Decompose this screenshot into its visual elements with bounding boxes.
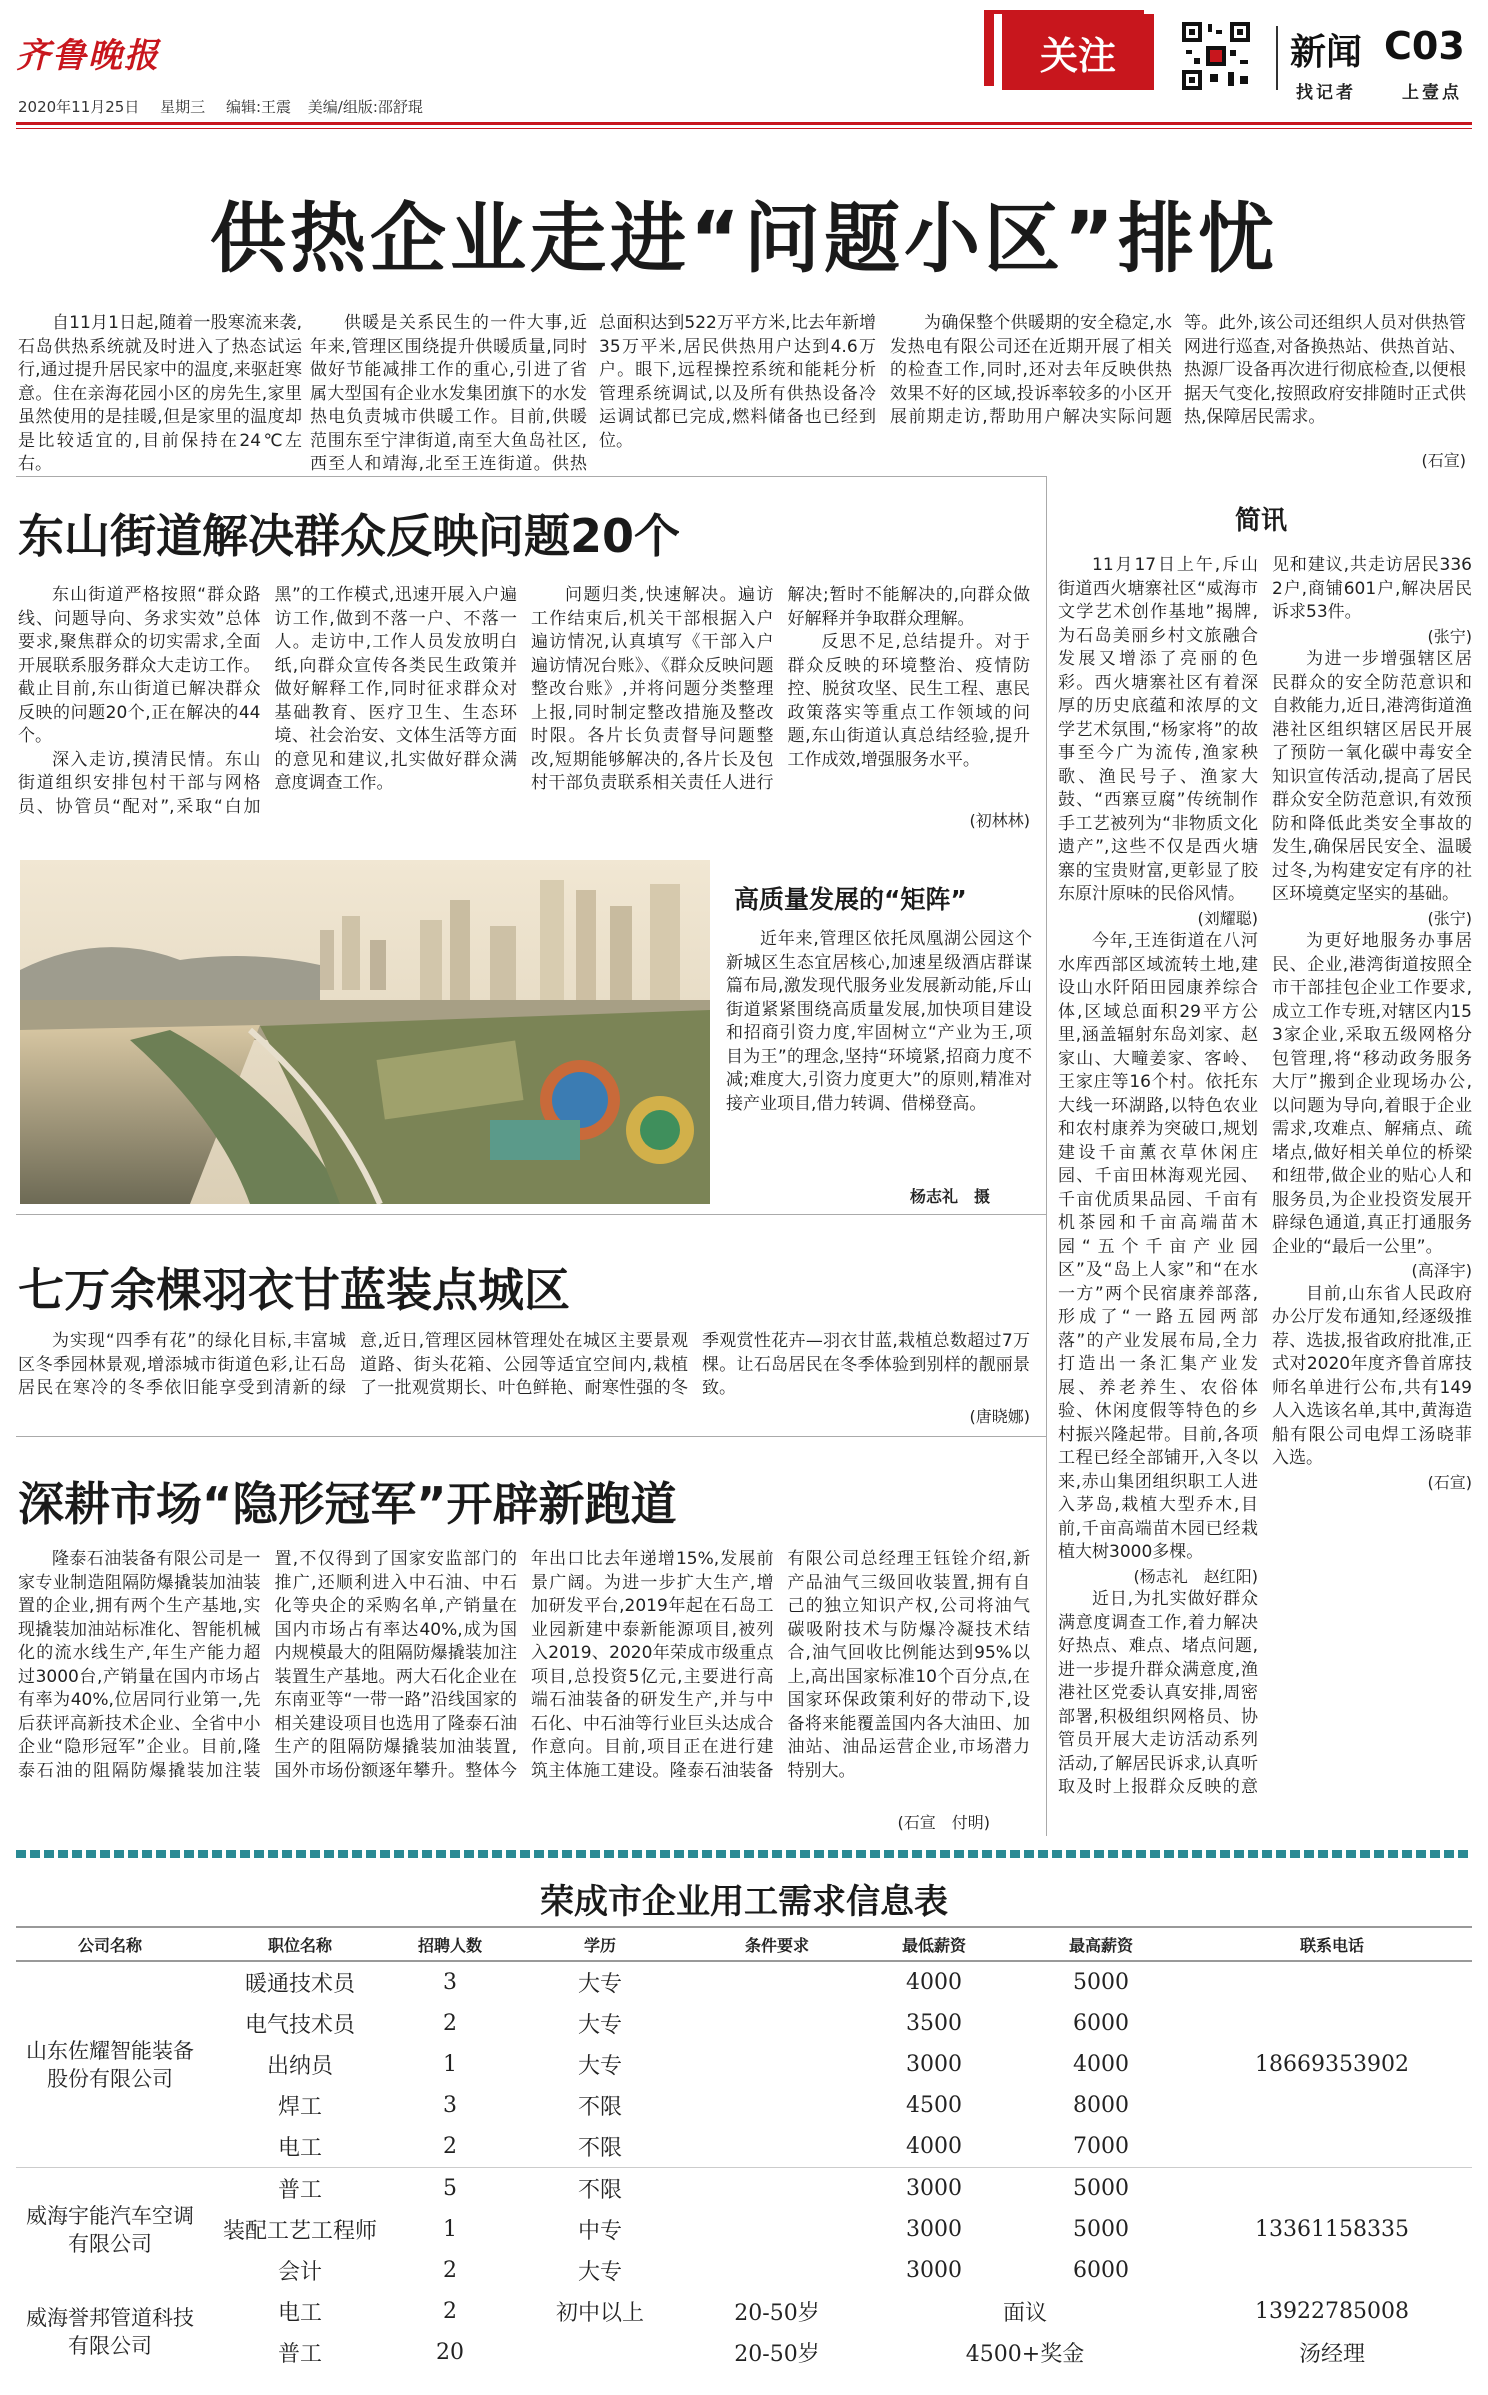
briefs-header: 简讯 <box>1234 506 1287 536</box>
article2-headline: 东山街道解决群众反映问题20个 <box>18 509 681 563</box>
brief-5-byline: (高泽宇) <box>1411 1261 1472 1280</box>
requirements <box>696 2003 858 2044</box>
position: 普工 <box>277 2342 322 2367</box>
article4-body: 隆泰石油装备有限公司是一家专业制造阻隔防爆撬装加油装置的企业,拥有两个生产基地,实现撬装加油站标准化、智能机械化的流水线生产,年生产能力超过3000台,产销量在国内市场占有率为40%,位居同行业第一,先后获评高新技术企业、全省中小企业“隐形冠军”企业。目前,隆泰石油的阻隔防爆撬装加注装置,不仅得到了国家安监部门的推广,还顺利进入中石油、中石化等央企的采购名单,产销量在国内市场占有率达40%,成为国内规模最大的阻隔防爆撬装加注装置生产基地。两大石化企业在东南亚等“一带一路”沿线国家的相关建设项目也选用了隆泰石油生产的阻隔防爆撬装加油装置,国外市场份额逐年攀升。整体今年出口比去年递增15%,发展前景广阔。为进一步扩大生产,增加研发平台,2019年起在石岛工业园新建中泰新能源项目,被列入2019、2020年荣成市级重点项目,总投资5亿元,主要进行高端石油装备的研发生产,并与中石化、中石油等行业巨头达成合作意向。目前,项目正在进行建筑主体施工建设。隆泰石油装备有限公司总经理王钰铨介绍,新产品油气三级回收装置,拥有自己的独立知识产权,公司将油气碳吸附技术与防爆冷凝技术结合,油气回收比例能达到95%以上,高出国家标准10个百分点,在国家环保政策利好的带动下,设备将来能覆盖国内各大油田、加油站、油品运营企业,市场潜力特别大。 <box>18 1549 1030 1781</box>
col-education: 学历 <box>504 1927 696 1961</box>
photo-byline: 杨志礼 摄 <box>909 1187 990 1206</box>
brief-1-byline: (刘耀聪) <box>1197 908 1258 928</box>
requirements <box>696 1961 858 2003</box>
article2-p1: 东山街道严格按照“群众路线、问题导向、务求实效”总体要求,聚焦群众的切实需求,全面开展联系服务群众大走访工作。截止目前,东山街道已解决群众反映的问题20个,正在解决的44个。 <box>18 585 261 746</box>
aerial-photo <box>20 860 710 1204</box>
jobs-table <box>16 1926 1472 2373</box>
count: 1 <box>443 2217 457 2242</box>
brief-2-byline: (杨志礼 赵红阳) <box>1133 1566 1258 1586</box>
divider <box>16 1214 1046 1215</box>
column-divider <box>1046 476 1047 1836</box>
position: 暖通技术员 <box>244 1972 355 1997</box>
jobs-title: 荣成市企业用工需求信息表 <box>540 1882 948 1922</box>
requirements: 20-50岁 <box>734 2342 820 2367</box>
section-name: 新闻 <box>1290 32 1363 73</box>
col-max-salary: 最高薪资 <box>1010 1927 1192 1961</box>
requirements <box>696 2250 858 2291</box>
max-salary: 6000 <box>1073 2258 1129 2283</box>
salary: 4500+奖金 <box>965 2342 1085 2367</box>
header-rule <box>16 122 1472 125</box>
col-count: 招聘人数 <box>396 1927 504 1961</box>
reporter-label: 找记者 <box>1296 83 1356 103</box>
education: 不限 <box>577 2178 622 2203</box>
lead-col1: 自11月1日起,随着一股寒流来袭,石岛供热系统就及时进入了热态试运行,通过提升居民家中的温度,来驱赶寒意。住在亲海花园小区的房先生,家里虽然使用的是挂暖,但是家里的温度却是比较适宜的,目前保持在24℃左右。 <box>18 313 302 474</box>
brief-1: 11月17日上午,斥山街道西火塘寨社区“威海市文学艺术创作基地”揭牌,为石岛美丽乡村文旅融合发展又增添了亮丽的色彩。西火塘寨社区有着深厚的历史底蕴和浓厚的文学艺术氛围,“杨家将”的故事至今广为流传,渔家秧歌、渔民号子、渔家大鼓、“西寨豆腐”传统制作手工艺被列为“非物质文化遗产”,这些不仅是西火塘寨的宝贵财富,更彰显了胶东原汁原味的民俗风情。 <box>1058 555 1258 904</box>
editor: 编辑:王震 <box>225 98 291 116</box>
masthead: 齐鲁晚报 <box>16 36 160 76</box>
max-salary: 5000 <box>1073 2176 1129 2201</box>
count: 2 <box>443 2134 457 2159</box>
company-name: 威海宇能汽车空调有限公司 <box>26 2203 194 2256</box>
section-tag: 关注 <box>994 14 1154 90</box>
brief-6-byline: (石宣) <box>1427 1472 1472 1492</box>
col-position: 职位名称 <box>204 1927 396 1961</box>
count: 3 <box>443 1970 457 1995</box>
article2-byline: (初林林) <box>969 811 1030 830</box>
article2-body <box>18 584 1030 824</box>
education: 大专 <box>577 1972 622 1997</box>
education: 大专 <box>577 2013 622 2038</box>
count: 3 <box>443 2093 457 2118</box>
count: 20 <box>436 2340 464 2365</box>
max-salary: 5000 <box>1073 1970 1129 1995</box>
max-salary: 8000 <box>1073 2093 1129 2118</box>
min-salary: 4500 <box>906 2093 962 2118</box>
min-salary: 4000 <box>906 2134 962 2159</box>
position: 焊工 <box>277 2095 322 2120</box>
jobs-header-row <box>16 1927 1472 1961</box>
brief-5: 为更好地服务办事居民、企业,港湾街道按照全市干部挂包企业工作要求,成立工作专班,对辖区内153家企业,采取五级网格分包管理,将“移动政务服务大厅”搬到企业现场办公,以问题为导向,着眼于企业需求,攻难点、解痛点、疏堵点,做好相关单位的桥梁和纽带,做企业的贴心人和服务员,为企业投资发展开辟绿色通道,真正打通服务企业的“最后一公里”。 <box>1272 931 1472 1257</box>
phone: 13922785008 <box>1255 2299 1409 2324</box>
brief-2: 今年,王连街道在八河水库西部区域流转土地,建设山水阡陌田园康养综合体,区域总面积29平方公里,涵盖辐射东岛刘家、赵家山、大疃姜家、客岭、王家庄等16个村。依托东大线一环湖路,以特色农业和农村康养为突破口,规划建设千亩薰衣草休闲庄园、千亩田林海观光园、千亩优质果品园、千亩有机茶园和千亩高端苗木园“五个千亩产业园区”及“岛上人家”和“在水一方”两个民宿康养部落,形成了“一路五园两部落”的产业发展布局,全力打造出一条汇集产业发展、养老养生、农俗体验、休闲度假等特色的乡村振兴隆起带。目前,各项工程已经全部铺开,入冬以来,赤山集团组织职工人进入茅岛,栽植大型乔木,目前,千亩高端苗木园已经栽植大树3000多棵。 <box>1058 931 1258 1562</box>
min-salary: 3000 <box>906 2052 962 2077</box>
article3-headline: 七万余棵羽衣甘蓝装点城区 <box>18 1263 570 1317</box>
education: 不限 <box>577 2136 622 2161</box>
page-number: C03 <box>1384 24 1465 68</box>
briefs-body <box>1058 554 1472 1822</box>
education: 大专 <box>577 2260 622 2285</box>
position: 电气技术员 <box>244 2013 355 2038</box>
article2-p3: 问题归类,快速解决。遍访工作结束后,机关干部根据入户遍访情况,认真填写《干部入户遍访情况台账》、《群众反映问题整改台账》,并将问题分类整理上报,同时制定整改措施及整改时限。各片长负责督导问题整改,短期能够解决的,各片长及包村干部负责联系相关责任人进行解决;暂时不能解决的,向群众做好解释并争取群众理解。 <box>531 585 1030 793</box>
date: 2020年11月25日 <box>18 98 140 116</box>
article3-byline: (唐晓娜) <box>969 1407 1030 1426</box>
max-salary: 5000 <box>1073 2217 1129 2242</box>
position: 出纳员 <box>266 2054 333 2079</box>
min-salary: 3000 <box>906 2258 962 2283</box>
max-salary: 7000 <box>1073 2134 1129 2159</box>
requirements: 20-50岁 <box>734 2301 820 2326</box>
position: 普工 <box>277 2178 322 2203</box>
article3-body: 为实现“四季有花”的绿化目标,丰富城区冬季园林景观,增添城市街道色彩,让石岛居民在寒冷的冬季依旧能享受到清新的绿意,近日,管理区园林管理处在城区主要景观道路、街头花箱、公园等适宜空间内,栽植了一批观赏期长、叶色鲜艳、耐寒性强的冬季观赏性花卉—羽衣甘蓝,栽植总数超过7万棵。让石岛居民在冬季体验到别样的靓丽景致。 <box>18 1331 1030 1398</box>
jobs-band <box>16 1850 1472 1858</box>
count: 2 <box>443 2258 457 2283</box>
table-row <box>16 2332 1472 2373</box>
requirements <box>696 2209 858 2250</box>
brief-4-byline: (张宁) <box>1427 908 1472 928</box>
max-salary: 6000 <box>1073 2011 1129 2036</box>
weekday: 星期三 <box>160 98 206 116</box>
date-line <box>18 96 423 117</box>
contact-person: 汤经理 <box>1298 2342 1365 2367</box>
min-salary: 3500 <box>906 2011 962 2036</box>
min-salary: 3000 <box>906 2217 962 2242</box>
position: 会计 <box>277 2260 322 2285</box>
table-row <box>16 2291 1472 2332</box>
education: 大专 <box>577 2054 622 2079</box>
article2-p4: 反思不足,总结提升。对于群众反映的环境整治、疫情防控、脱贫攻坚、民生工程、惠民政策落实等重点工作领域的问题,东山街道认真总结经验,提升工作成效,增强服务水平。 <box>787 632 1030 770</box>
requirements <box>696 2168 858 2210</box>
qr-code-icon[interactable] <box>1180 20 1252 92</box>
table-row <box>16 1961 1472 2003</box>
brief-6: 目前,山东省人民政府办公厅发布通知,经逐级推荐、选拔,报省政府批准,正式对2020年度齐鲁首席技师名单进行公布,共有149人入选该名单,其中,黄海造船有限公司电焊工汤晓菲入选。 <box>1272 1283 1472 1468</box>
requirements <box>696 2085 858 2126</box>
company-name: 威海誉邦管道科技有限公司 <box>26 2306 194 2358</box>
education: 不限 <box>577 2095 622 2120</box>
col-requirements: 条件要求 <box>696 1927 858 1961</box>
article2-p2: 深入走访,摸清民情。东山街道组织安排包村干部与网格员、协管员“配对”,采取“白加黑”的工作模式,迅速开展入户遍访工作,做到不落一户、不落一人。走访中,工作人员发放明白纸,向群众宣传各类民生政策并做好解释工作,同时征求群众对基础教育、医疗卫生、生态环境、社会治安、文体生活等方面的意见和建议,扎实做好群众满意度调查工作。 <box>18 585 517 817</box>
brief-3: 近日,为扎实做好群众满意度调查工作,着力解决好热点、难点、堵点问题,进一步提升群众满意度,渔港社区党委认真安排,周密部署,积极组织网格员、协管员开展大走访活动系列活动,了解居民诉求,认真听取及时上报群众反映的意见和建议,共走访居民3362户,商铺601户,解决居民诉求53件。 <box>1058 555 1472 1797</box>
brief-3-byline: (张宁) <box>1427 626 1472 646</box>
education: 初中以上 <box>555 2301 644 2326</box>
count: 1 <box>443 2052 457 2077</box>
min-salary: 4000 <box>906 1970 962 1995</box>
count: 5 <box>443 2176 457 2201</box>
article4-headline: 深耕市场“隐形冠军”开辟新跑道 <box>18 1477 677 1531</box>
table-row <box>16 2168 1472 2210</box>
lead-col3: 为确保整个供暖期的安全稳定,水发热电有限公司还在近期开展了相关的检查工作,同时,还对去年反映供热效果不好的区域,投诉率较多的小区开展前期走访,帮助用户解决实际问题等。此外,该公司还组织人员对供热管网进行巡查,对备换热站、供热首站、热源厂设备再次进行彻底检查,以便根据天气变化,按照政府安排随时正式供热,保障居民需求。 <box>890 313 1466 427</box>
count: 2 <box>443 2299 457 2324</box>
photo-story-text: 近年来,管理区依托凤凰湖公园这个新城区生态宜居核心,加速星级酒店群谋篇布局,激发现代服务业发展新动能,斥山街道紧紧围绕高质量发展,加快项目建设和招商引资力度,牢固树立“产业为王,项目为王”的理念,坚持“环境紧,招商力度不减;难度大,引资力度更大”的原则,精准对接产业项目,借力转调、借梯登高。 <box>726 929 1032 1114</box>
count: 2 <box>443 2011 457 2036</box>
position: 装配工艺工程师 <box>222 2219 377 2244</box>
phone: 13361158335 <box>1255 2217 1409 2242</box>
lead-col2: 供暖是关系民生的一件大事,近年来,管理区围绕提升供暖质量,同时做好节能减排工作的重心,引进了省属大型国有企业水发集团旗下的水发热电负责城市供暖工作。目前,供暖范围东至宁津街道,南至大鱼岛社区,西至人和靖海,北至王连街道。供热总面积达到522万平方米,比去年新增35万平米,居民供热用户达到4.6万户。眼下,远程操控系统和能耗分析管理系统调试,以及所有供热设备冷运调试都已完成,燃料储备也已经到位。 <box>310 313 876 474</box>
divider <box>16 1436 1046 1437</box>
min-salary: 3000 <box>906 2176 962 2201</box>
lead-byline: (石宣) <box>1421 451 1466 470</box>
reporter-cta[interactable]: 上壹点 <box>1402 83 1462 103</box>
header-rule-thin <box>16 128 1472 129</box>
position: 电工 <box>277 2136 322 2161</box>
header-divider <box>1276 26 1278 90</box>
article4-byline: (石宣 付明) <box>897 1813 990 1832</box>
col-min-salary: 最低薪资 <box>858 1927 1010 1961</box>
brief-4: 为进一步增强辖区居民群众的安全防范意识和自救能力,近日,港湾街道渔港社区组织辖区居民开展了预防一氧化碳中毒安全知识宣传活动,提高了居民群众安全防范意识,有效预防和降低此类安全事故的发生,确保居民安全、温暖过冬,为构建安定有序的社区环境奠定坚实的基础。 <box>1272 649 1472 904</box>
salary: 面议 <box>1002 2301 1047 2326</box>
education <box>504 2332 696 2373</box>
requirements <box>696 2044 858 2085</box>
max-salary: 4000 <box>1073 2052 1129 2077</box>
lead-headline: 供热企业走进“问题小区”排忧 <box>210 194 1278 283</box>
col-company: 公司名称 <box>16 1927 204 1961</box>
position: 电工 <box>277 2301 322 2326</box>
designer: 美编/组版:邵舒琨 <box>307 98 423 116</box>
phone: 18669353902 <box>1255 2052 1409 2077</box>
education: 中专 <box>577 2219 622 2244</box>
company-name: 山东佐耀智能装备股份有限公司 <box>26 2038 194 2091</box>
divider <box>16 476 1046 477</box>
requirements <box>696 2126 858 2168</box>
photo-story-title: 高质量发展的“矩阵” <box>734 885 967 914</box>
col-phone: 联系电话 <box>1192 1927 1472 1961</box>
